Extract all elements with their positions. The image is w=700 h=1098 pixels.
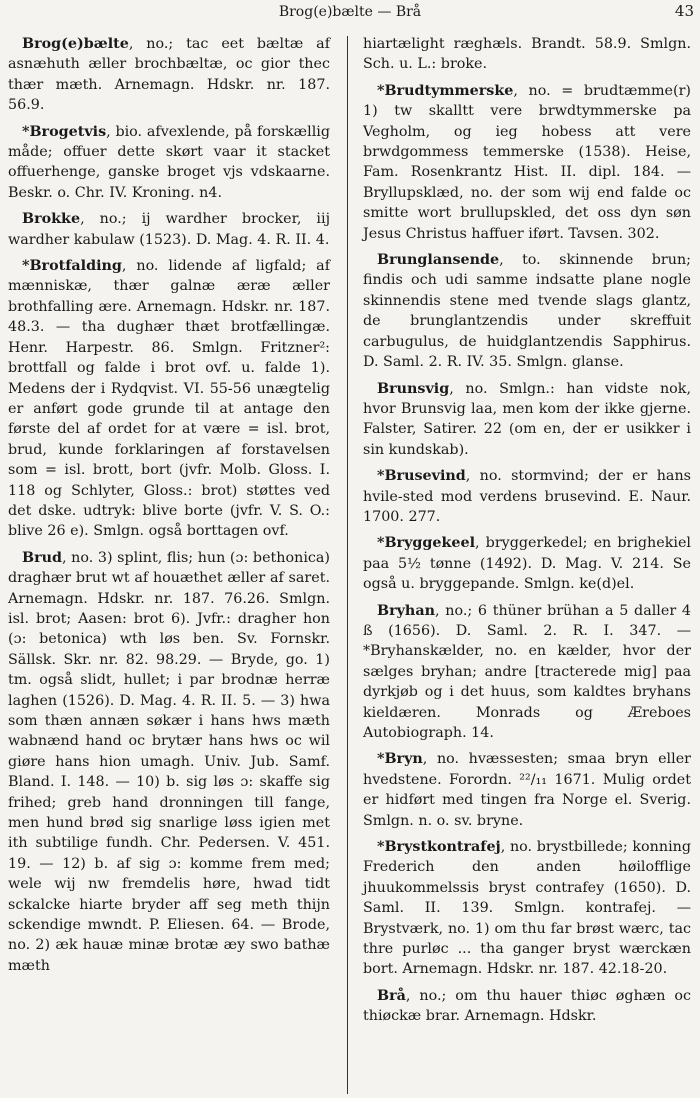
left-column bbox=[8, 34, 330, 982]
entry-text: , to. skinnende brun; findis och udi samme indsatte plane nogle skinnendis stene med tvende slags glantz, de brunglantzendis under skreffuit carbugulus, de huidglantzendis Sapphirus. D. Saml. 2. R. IV. 35. Smlgn. glanse. bbox=[363, 252, 691, 371]
entry-continuation bbox=[363, 34, 691, 75]
entry-brogetvis bbox=[8, 122, 330, 204]
right-column bbox=[363, 34, 691, 1033]
entry-text: , no.; ij wardher brocker, iij wardher kabulaw (1523). D. Mag. 4. R. II. 4. bbox=[8, 211, 330, 248]
entry-brunglansende bbox=[363, 250, 691, 372]
entry-text: , no. brystbillede; konning Frederich den anden høilofflige jhuukommelssis bryst contrafey (1650). D. Saml. II. 139. Smlgn. kontrafej. — Brystværk, no. 1) om thu far brøst wærc, tac thre purløc ... tha ganger bryst wærckæn bort. Arnemagn. Hdskr. nr. 187. 42.18-20. bbox=[363, 839, 691, 978]
headword: Brud bbox=[22, 549, 63, 566]
page-number: 43 bbox=[674, 2, 694, 20]
entry-brudtymmerske bbox=[363, 81, 691, 244]
entry-text: , no. hvæssesten; smaa bryn eller hvedstene. Forordn. ²²/₁₁ 1671. Mulig ordet er hidført med tingen fra Norge el. Sverig. Smlgn. n. o. sv. bryne. bbox=[363, 751, 691, 829]
headword: Brå bbox=[377, 987, 406, 1004]
entry-text: , no. 3) splint, flis; hun (ɔ: bethonica) draghær brut wt af houæthet æller af saret. Arnemagn. Hdskr. nr. 187. 76.26. Smlgn. isl. brot; Aasen: brot 6). Jvfr.: dragher hon (ɔ: betonica) wth løs ben. Sv. Fornskr. Sällsk. Skr. nr. 82. 98.29. — Bryde, go. 1) tm. også slidt, hullet; i par brodnæ herræ laghen (1526). D. Mag. 4. R. II. 5. — 3) hwa som thæn annæn søkær i hans hws mæth wabnænd hand oc brytær hans hws oc wil giøre hans hion umagh. Univ. Jub. Samf. Bland. I. 148. — 10) b. sig løs ɔ: skaffe sig frihed; greb hand dronningen till fange, men hund brød sig snarlige løss igien met ith subtilige fundh. Chr. Pedersen. V. 451. 19. — 12) b. af sig ɔ: komme frem med; wele wij nw fremdelis høre, hwad tidt sckalcke hiarte bryder aff seg meth thijn sckendige mwndt. P. Eliesen. 64. — Brode, no. 2) æk hauæ minæ brotæ æy swo bathæ mæth bbox=[8, 549, 330, 974]
page-header bbox=[0, 0, 700, 30]
entry-text: , bryggerkedel; en brighekiel paa 5½ tønne (1492). D. Mag. V. 214. Se også u. bryggepande. Smlgn. ke(d)el. bbox=[363, 535, 691, 593]
running-head: Brog(e)bælte — Brå bbox=[278, 4, 422, 20]
entry-text: , no.; 6 thüner brühan a 5 daller 4 ß (1656). D. Saml. 2. R. I. 347. — *Bryhanskælder, no. en kælder, hvor der sælges bryhan; andre [tracterede mig] paa dyrkjøb og i det huus, som kaldtes bryhans kieldæren. Monrads og Æreboes Autobiograph. 14. bbox=[363, 602, 691, 741]
entry-text: , no.; om thu hauer thiøc øghæn oc thiøckæ brar. Arnemagn. Hdskr. bbox=[363, 987, 691, 1025]
entry-text: , bio. afvexlende, på forskællig måde; offuer dette skørt vaar it stacket offuerhenge, ganske broget vjs vdskaarne. Beskr. o. Chr. IV. Kroning. n4. bbox=[8, 123, 330, 201]
entry-bryhan bbox=[363, 601, 691, 744]
headword: *Brogetvis bbox=[22, 123, 107, 140]
entry-brusevind bbox=[363, 466, 691, 527]
headword: *Bryn bbox=[377, 751, 423, 768]
headword: Brokke bbox=[22, 211, 81, 228]
entry-text: , no.; tac eet bæltæ af asnæhuth æller brochbæltæ, oc gior thec thær mæth. Arnemagn. Hdskr. nr. 187. 56.9. bbox=[8, 36, 330, 114]
headword: *Brusevind bbox=[377, 468, 466, 485]
entry-bryn bbox=[363, 749, 691, 831]
entry-brotfalding bbox=[8, 256, 330, 542]
entry-bryggekeel bbox=[363, 533, 691, 594]
entry-text: , no. = brudtæmme(r) 1) tw skalltt vere brwdtymmerske pa Vegholm, og ieg hobess att vere brwdgommess temmerske (1538). Heise, Fam. Rosenkrantz Hist. II. dipl. 184. — Bryllupsklæd, no. der som wij end falde oc smitte wort brullupskled, det oss dyn søn Jesus Christus haffuer iført. Tavsen. 302. bbox=[363, 82, 691, 242]
entry-brunsvig bbox=[363, 379, 691, 461]
entry-brogebaelte bbox=[8, 34, 330, 116]
entry-text: , no. stormvind; der er hans hvile-sted mod verdens brusevind. E. Naur. 1700. 277. bbox=[363, 468, 691, 525]
headword: Brog(e)bælte bbox=[22, 36, 129, 52]
headword: *Brystkontrafej bbox=[377, 839, 501, 856]
headword: Brunsvig bbox=[377, 380, 450, 397]
entry-text: hiartælight ræghæls. Brandt. 58.9. Smlgn. Sch. u. L.: broke. bbox=[363, 36, 691, 73]
headword: *Brudtymmerske bbox=[377, 82, 514, 99]
headword: Bryhan bbox=[377, 602, 435, 619]
entry-text: , no. lidende af ligfald; af mænniskæ, thær galnæ æræ æller brothfalling ære. Arnemagn. Hdskr. nr. 187. 48.3. — tha dughær thæt brotfællingæ. Henr. Harpestr. 86. Smlgn. Fritzner²: brottfall og falde i brot ovf. u. falde 1). Medens der i Rydqvist. VI. 55-56 unægtelig er anført gode grunde til at antage den første del af ordet for at være = isl. brot, brud, kunde forklaringen af forstavelsen som = isl. brott, bort (jvfr. Molb. Gloss. I. 118 og Schlyter, Gloss.: brot) støttes ved det dske. udtryk: blive borte (jvfr. V. S. O.: blive 26 e). Smlgn. også borttagen ovf. bbox=[8, 258, 330, 540]
headword: *Bryggekeel bbox=[377, 535, 476, 552]
entry-brystkontrafej bbox=[363, 837, 691, 980]
headword: *Brotfalding bbox=[22, 258, 122, 275]
entry-brud bbox=[8, 548, 330, 977]
entry-brokke bbox=[8, 209, 330, 250]
entry-bra bbox=[363, 986, 691, 1027]
column-divider bbox=[347, 36, 348, 1094]
entry-text: , no. Smlgn.: han vidste nok, hvor Brunsvig laa, men kom der ikke gjerne. Falster, Satirer. 22 (om en, der er usikker i sin kundskab). bbox=[363, 380, 691, 458]
headword: Brunglansende bbox=[377, 252, 500, 269]
